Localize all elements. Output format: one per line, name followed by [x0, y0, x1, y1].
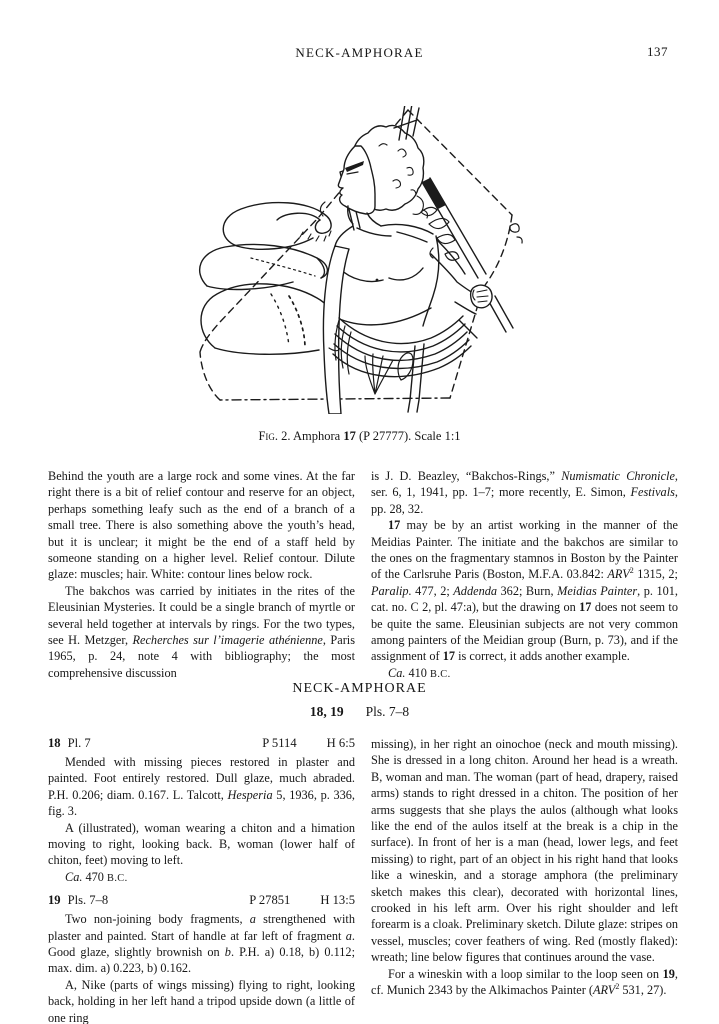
drapery	[333, 316, 477, 394]
youth-figure	[320, 106, 513, 414]
paragraph: Ca. 410 B.C.	[388, 665, 451, 680]
vine-tendril	[510, 224, 522, 243]
paragraph: A (illustrated), woman wearing a chiton and a himation moving to right, looking back. B, woman (lower half of chiton, feet) moving to left.	[48, 820, 355, 868]
paragraph: A, Nike (parts of wings missing) flying to right, looking back, holding in her left hand a tripod upside down (a little of one ring	[48, 977, 355, 1024]
paragraph: Behind the youth are a large rock and some vines. At the far right there is a bit of relief contour and reserve for an object, perhaps something leafy such as the end of a branch of a small tree. There is also something above the youth’s head, but it is unclear; it might be the end of a staff held by someone standing on a higher level. Relief contour. Dilute glaze: muscles; hair. White: contour lines below rock.	[48, 469, 355, 582]
catalog-entry-header	[48, 893, 355, 908]
grid-reference: H 13:5	[320, 893, 355, 908]
nipple-dot	[376, 279, 379, 282]
entry-17-text-block	[48, 468, 678, 683]
running-head-title: NECK-AMPHORAE	[295, 45, 424, 60]
amphora-line-drawing	[193, 106, 527, 414]
inventory-number: P 5114	[262, 736, 297, 750]
rocks	[200, 203, 337, 355]
plate-reference: Pls. 7–8	[67, 893, 109, 908]
left-column	[48, 468, 355, 683]
bakchos-leaves	[421, 207, 459, 260]
catalog-right-column	[371, 736, 678, 1024]
paragraph: The bakchos was carried by initiates in the rites of the Eleusinian Mysteries. It could be a single branch of myrtle or several held together at intervals by rings. For the two types, see H. Metzger, Recherches sur l’imagerie athénienne, Paris 1965, p. 24, note 4 with bibliography; the most comprehensive discussion	[48, 583, 356, 680]
paragraph: Ca. 470 B.C.	[65, 869, 128, 884]
paragraph: is J. D. Beazley, “Bakchos-Rings,” Numismatic Chronicle, ser. 6, 1, 1941, pp. 1–7; more recently, E. Simon, Festivals, pp. 28, 32.	[371, 469, 678, 516]
inventory-number: P 27851	[249, 893, 291, 908]
catalog-block	[48, 736, 678, 1024]
figure-caption: Fig. 2. Amphora 17 (P 27777). Scale 1:1	[258, 429, 461, 443]
paragraph: missing), in her right an oinochoe (neck and mouth missing). She is dressed in a long chiton. Around her head is a wreath. B, woman and man. The woman (part of head, drapery, raised arms) stands to right dressed in a chiton. The position of her arms suggests that she plays the aulos (although what looks like the end of the aulos itself at the break is a chip in the surface). In front of her is a man (head, lower legs, and feet missing) to right, part of an object in his right hand that looks like a wineskin, and a storage amphora (the preliminary sketch makes this clear), decorated with horizontal lines, crooked in his left arm. Over his right shoulder and left forearm is a cloak. Preliminary sketch. Dilute glaze: stripes on vessel, muscles; cover feathers of wing. Red (mostly flaked): wreath; line below figures that continues around the vase.	[371, 737, 678, 965]
paragraph: For a wineskin with a loop similar to the loop seen on 19, cf. Munich 2343 by the Alkimachos Painter (ARV$^2$ 531, 27).	[371, 966, 678, 998]
figure-2	[193, 106, 527, 414]
plate-reference: Pl. 7	[67, 736, 91, 750]
paragraph: 17 may be by an artist working in the manner of the Meidias Painter. The initiate and the bakchos are similar to the ones on the fragmentary stamnos in Boston by the Painter of the Carlsruhe Paris (Boston, M.F.A. 03.842: ARV$^2$ 1315, 2; Paralip. 477, 2; Addenda 362; Burn, Meidias Painter, p. 101, cat. no. C 2, pl. 47:a), but the drawing on 17 does not seem to be quite the same. Eleusinian subjects are not very common among painters of the Meidian group (Burn, p. 73), and if the assignment of 17 is correct, it adds another example.	[371, 518, 678, 664]
catalog-entry-header	[48, 736, 355, 751]
right-column	[371, 468, 678, 683]
entry-number: 18	[48, 736, 61, 750]
paragraph: Mended with missing pieces restored in plaster and painted. Foot entirely restored. Dull glaze, much abraded. P.H. 0.206; diam. 0.167. L. Talcott, Hesperia 5, 1936, p. 336, fig. 3.	[48, 755, 356, 819]
entry-number: 19	[48, 893, 61, 908]
section-plates: Pls. 7–8	[365, 704, 410, 719]
section-entry-numbers: 18, 19	[309, 704, 344, 719]
paragraph: Two non-joining body fragments, a strengthened with plaster and painted. Start of handle at far left of fragment a. Good glaze, slightly brownish on b. P.H. a) 0.18, b) 0.112; max. dim. a) 0.223, b) 0.162.	[48, 912, 355, 976]
section-subtitle	[0, 704, 719, 720]
catalog-left-column	[48, 736, 355, 1024]
section-title: NECK-AMPHORAE	[292, 681, 427, 696]
leg-lines	[408, 344, 424, 412]
grid-reference: H 6:5	[326, 736, 355, 750]
page-number: 137	[647, 44, 668, 59]
